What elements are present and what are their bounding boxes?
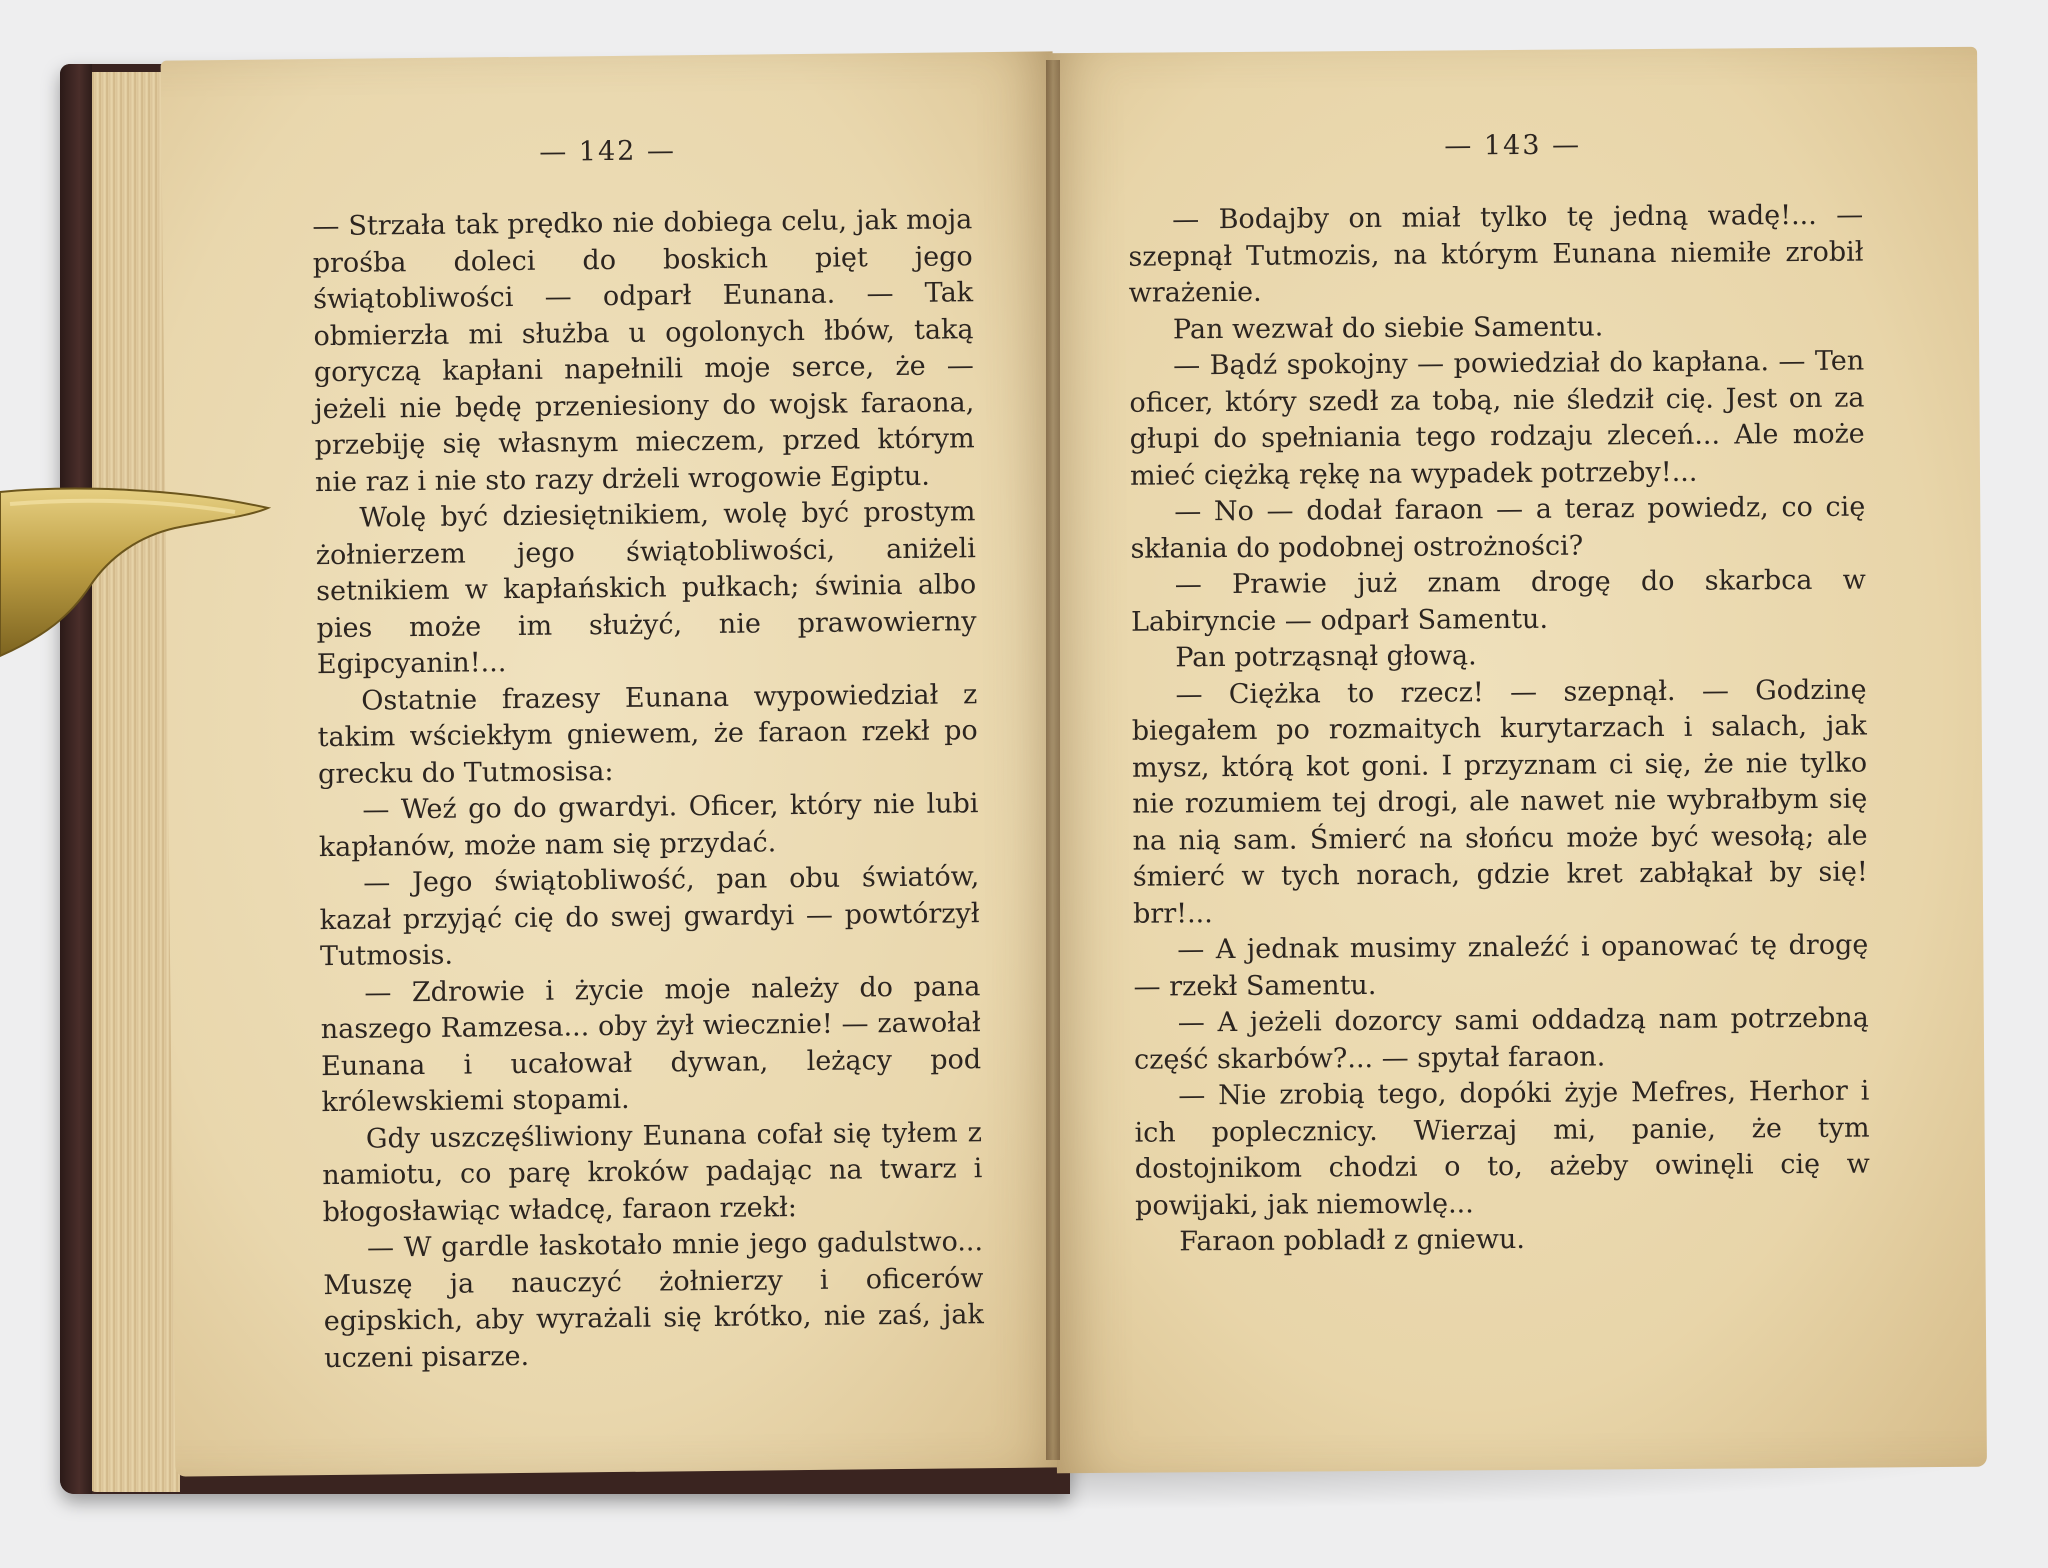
paragraph: — Weź go do gwardyi. Oficer, który nie lubi kapłanów, może nam się przydać. — [318, 788, 979, 863]
book-gutter — [1046, 60, 1060, 1460]
paragraph: — A jeżeli dozorcy sami oddadzą nam potrzebną część skarbów?... — spytał faraon. — [1133, 1002, 1869, 1076]
paragraph: — A jednak musimy znaleźć i opanować tę drogę — rzekł Samentu. — [1133, 929, 1869, 1003]
paragraph: — W gardle łaskotało mnie jego gadulstwo... Muszę ja nauczyć żołnierzy i oficerów egipskich, aby wyrażali się krótko, nie zaś, jak uczeni pisarze. — [323, 1226, 984, 1374]
right-page-number: — 143 — — [1444, 129, 1582, 162]
paragraph: Gdy uszczęśliwiony Eunana cofał się tyłem z namiotu, co parę kroków padając na twarz i błogosławiąc władcę, faraon rzekł: — [322, 1116, 983, 1228]
brass-bookmark-icon — [0, 486, 272, 666]
paragraph: Pan wezwał do siebie Samentu. — [1172, 310, 1604, 345]
right-page-text — [1128, 198, 1870, 1262]
paragraph: — No — dodał faraon — a teraz powiedz, co cię skłania do podobnej ostrożności? — [1130, 491, 1866, 565]
paragraph: — Zdrowie i życie moje należy do pana naszego Ramzesa... oby żył wiecznie! — zawołał Eunana i ucałował dywan, leżący pod królewskiemi stopami. — [320, 970, 982, 1119]
paragraph: — Nie zrobią tego, dopóki żyje Mefres, Herhor i ich poplecznicy. Wierzaj mi, panie, że tym dostojnikom chodzi o to, ażeby owinęli cię w powijaki, jak niemowlę... — [1134, 1075, 1870, 1222]
paragraph: — Strzała tak prędko nie dobiega celu, jak moja prośba doleci do boskich pięt jego świątobliwości — odparł Eunana. — Tak obmierzła mi służba u ogolonych łbów, taką goryczą kapłani napełnili moje serce, że — jeżeli nie będę przeniesiony do wojsk faraona, przebiję się własnym mieczem, przed którym nie raz i nie sto razy drżeli wrogowie Egiptu. — [312, 204, 975, 498]
paragraph: — Bądź spokojny — powiedział do kapłana. — Ten oficer, który szedł za tobą, nie śledził cię. Jest on za głupi do spełniania tego rodzaju zleceń... Ale może mieć ciężką rękę na wypadek potrzeby!... — [1129, 345, 1865, 492]
book-spine — [60, 64, 92, 1494]
paragraph: — Bodajby on miał tylko tę jedną wadę!... — szepnął Tutmozis, na którym Eunana niemiłe zrobił wrażenie. — [1128, 199, 1864, 309]
paragraph: Ostatnie frazesy Eunana wypowiedział z takim wściekłym gniewem, że faraon rzekł po grecku do Tutmosisa: — [317, 678, 978, 790]
paragraph: — Jego świątobliwość, pan obu światów, kazał przyjąć cię do swej gwardyi — powtórzył Tutmosis. — [319, 861, 980, 973]
paragraph: Pan potrząsnął głową. — [1175, 640, 1477, 674]
left-page — [161, 51, 1068, 1476]
paragraph: Wolę być dziesiętnikiem, wolę być prostym żołnierzem jego świątobliwości, aniżeli setnikiem w kapłańskich pułkach; świnia albo pies może im służyć, nie prawowierny Egipcyanin!... — [315, 496, 977, 681]
paragraph: — Prawie już znam drogę do skarbca w Labiryncie — odparł Samentu. — [1130, 564, 1866, 638]
left-page-number: — 142 — — [539, 135, 677, 168]
left-page-text — [312, 202, 984, 1377]
paragraph: Faraon pobladł z gniewu. — [1179, 1223, 1526, 1258]
paragraph: — Ciężka to rzecz! — szepnął. — Godzinę biegałem po rozmaitych kurytarzach i salach, jak mysz, którą kot goni. I przyznam ci się, że nie tylko nie rozumiem tej drogi, ale nawet nie wybrałbym się na nią sam. Śmierć na słońcu może być wesołą; ale śmierć w tych norach, gdzie kret zabłąkał by się! brr!... — [1131, 674, 1868, 930]
right-page — [1047, 47, 1987, 1473]
